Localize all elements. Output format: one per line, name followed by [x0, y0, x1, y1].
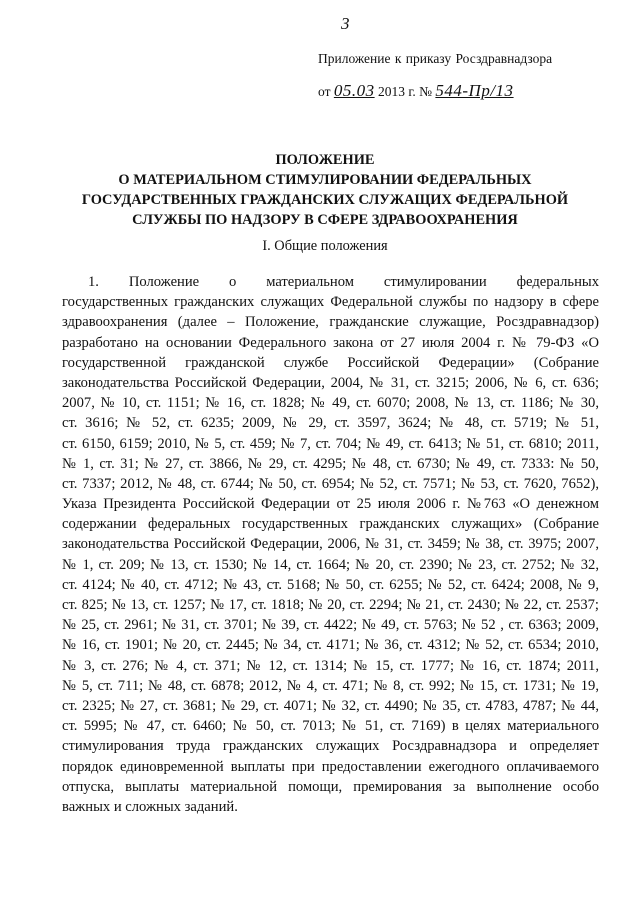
paragraph-line: ст. 4124; № 40, ст. 4712; № 43, ст. 5168; № 50, ст. 6255; № 52, ст. 6424; 2008, № 9, — [62, 576, 599, 593]
paragraph-line: разработано на основании Федерального закона от 27 июля 2004 г. № 79-ФЗ «О — [62, 334, 599, 351]
paragraph-line: здравоохранения (далее – Положение, гражданские служащие, Росздравнадзор) — [62, 314, 599, 331]
paragraph-line: ст. 3616; № 52, ст. 6235; 2009, № 29, ст. 3597, 3624; № 48, ст. 5719; № 51, — [62, 415, 599, 432]
order-year-text: 2013 г. № — [377, 84, 433, 99]
paragraph-line: 2007, № 10, ст. 1151; № 16, ст. 1828; № 49, ст. 6070; 2008, № 13, ст. 1186; № 30, — [62, 395, 599, 412]
paragraph-line: ст. 825; № 13, ст. 1257; № 17, ст. 1818; № 20, ст. 2294; № 21, ст. 2430; № 22, ст. 2537; — [62, 597, 599, 613]
paragraph-line: ст. 5995; № 47, ст. 6460; № 50, ст. 7013; № 51, ст. 7169) в целях материального — [62, 718, 599, 735]
paragraph-line: важных и сложных заданий. — [62, 798, 238, 815]
paragraph-1 — [62, 272, 599, 817]
appendix-label: Приложение к приказу Росздравнадзора — [318, 51, 553, 66]
title-line: ГОСУДАРСТВЕННЫХ ГРАЖДАНСКИХ СЛУЖАЩИХ ФЕДЕРАЛЬНОЙ — [81, 192, 569, 208]
paragraph-line: содержании федеральных государственных гражданских служащих» (Собрание — [62, 516, 599, 533]
order-prefix: от — [318, 84, 331, 99]
paragraph-line: государственных гражданских служащих Федеральной службы по надзору в сфере — [62, 294, 599, 311]
paragraph-line: № 16, ст. 1901; № 20, ст. 2445; № 34, ст. 4171; № 36, ст. 4312; № 52, ст. 6534; 2010, — [62, 637, 599, 654]
paragraph-line: порядок единовременной выплаты при предоставлении ежегодного оплачиваемого — [62, 758, 599, 775]
order-date: 05.03 — [333, 81, 375, 100]
paragraph-line: № 5, ст. 711; № 48, ст. 6878; 2012, № 4, ст. 471; № 8, ст. 992; № 15, ст. 1731; № 19, — [62, 677, 599, 694]
order-number: 544-Пр/13 — [435, 81, 514, 100]
paragraph-line: № 1, ст. 31; № 27, ст. 3866, № 29, ст. 4295; № 48, ст. 6730; № 49, ст. 7333: № 50, — [62, 455, 599, 472]
paragraph-line: законодательства Российской Федерации, 2004, № 31, ст. 3215; 2006, № 6, ст. 636; — [62, 374, 599, 391]
title-line: СЛУЖБЫ ПО НАДЗОРУ В СФЕРЕ ЗДРАВООХРАНЕНИЯ — [132, 212, 518, 228]
title-line: ПОЛОЖЕНИЕ — [275, 152, 375, 168]
paragraph-line: законодательства Российской Федерации, 2006, № 31, ст. 3459; № 38, ст. 3975; 2007, — [62, 536, 599, 553]
page-number: 3 — [341, 14, 350, 33]
paragraph-line: № 3, ст. 276; № 4, ст. 371; № 12, ст. 1314; № 15, ст. 1777; № 16, ст. 1874; 2011, — [62, 657, 599, 674]
document-title — [40, 150, 610, 230]
paragraph-line: ст. 6150, 6159; 2010, № 5, ст. 459; № 7, ст. 704; № 49, ст. 6413; № 51, ст. 6810; 2011, — [62, 435, 599, 452]
paragraph-line: 1. Положение о материальном стимулировании федеральных — [88, 274, 599, 290]
paragraph-line: ст. 2325; № 27, ст. 3681; № 29, ст. 4071; № 32, ст. 4490; № 35, ст. 4783, 4787; № 44, — [62, 697, 599, 714]
paragraph-line: № 25, ст. 2961; № 31, ст. 3701; № 39, ст. 4422; № 49, ст. 5763; № 52 , ст. 6363; 2009, — [62, 617, 599, 634]
paragraph-line: отпуска, выплаты материальной помощи, премирования за выполнение особо — [62, 778, 599, 795]
paragraph-line: стимулирования труда гражданских служащих Росздравнадзора и определяет — [62, 738, 599, 755]
paragraph-line: № 1, ст. 209; № 13, ст. 1530; № 14, ст. 1664; № 20, ст. 2390; № 23, ст. 2752; № 32, — [62, 556, 599, 573]
title-line: О МАТЕРИАЛЬНОМ СТИМУЛИРОВАНИИ ФЕДЕРАЛЬНЫХ — [118, 172, 532, 188]
paragraph-line: государственной гражданской службе Российской Федерации» (Собрание — [62, 354, 599, 371]
order-reference — [318, 81, 514, 101]
section-heading: I. Общие положения — [262, 238, 388, 254]
paragraph-line: Указа Президента Российской Федерации от 25 июля 2006 г. №763 «О денежном — [62, 496, 599, 513]
paragraph-line: ст. 7337; 2012, № 48, ст. 6744; № 50, ст. 6954; № 52, ст. 7571; № 53, ст. 7620, 7652), — [62, 475, 599, 492]
